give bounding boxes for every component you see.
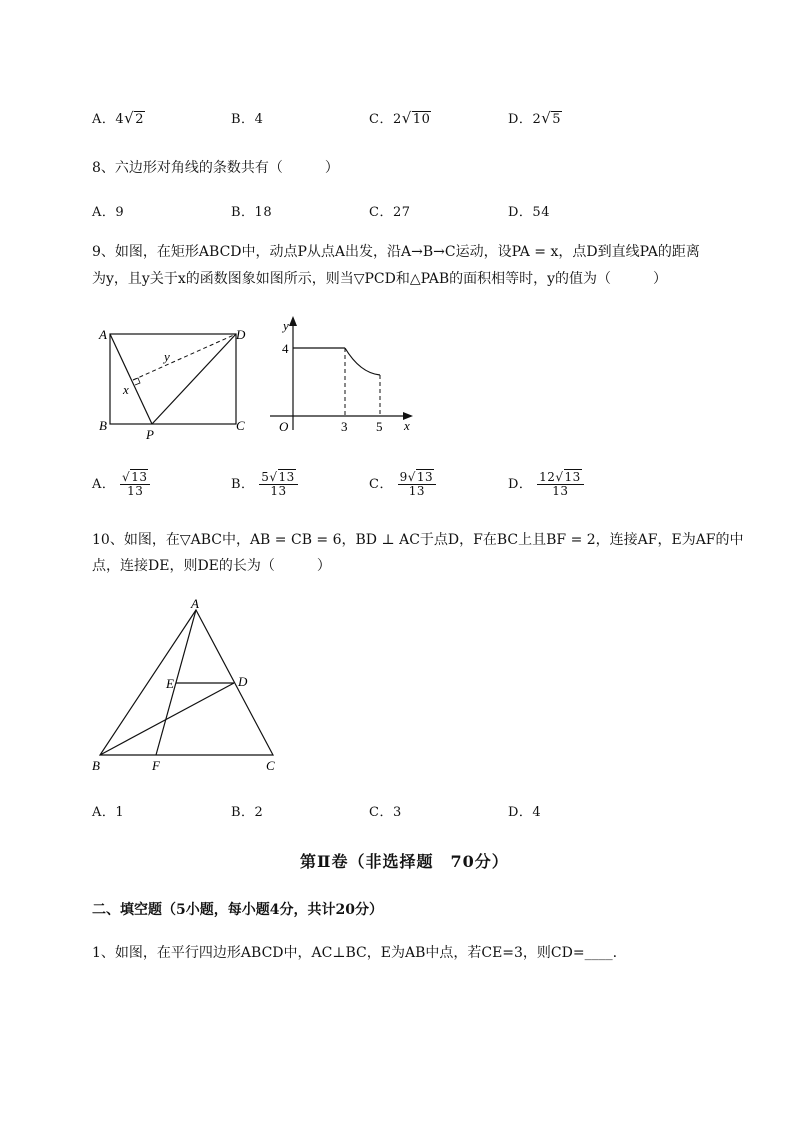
label-x: x [123,382,129,397]
q7-option-c: C．2√10 [369,109,431,127]
label-b: B [99,418,107,433]
section-2-heading: 第Ⅱ卷（非选择题 70分） [300,852,509,871]
y-axis-arrow [289,316,297,326]
q9-option-d: D． $\frac{12√13}{13}$ [508,471,584,498]
graph-tick-5: 5 [376,419,383,434]
q8-option-c: C．27 [369,205,411,220]
q8-option-d: D．54 [508,205,550,220]
graph-label-x: x [404,418,410,433]
tri-label-f: F [152,758,160,773]
tri-label-c: C [266,758,275,773]
segment-ap [110,334,152,424]
q7-option-d: D．2√5 [508,109,562,127]
q9-stem-line1: 9、如图，在矩形ABCD中，动点P从点A出发，沿A→B→C运动，设PA = x，点D到直线PA的距离 [92,244,700,260]
rectangle-abcd [110,334,236,424]
q10-option-c: C．3 [369,805,402,820]
graph-segment-curve [345,348,380,375]
label-d: D [236,327,246,342]
q9-option-b: B． $\frac{5√13}{13}$ [231,471,298,498]
q9-stem-line2: 为y，且y关于x的函数图象如图所示，则当▽PCD和△PAB的面积相等时，y的值为（ ） [92,271,668,287]
tri-label-e: E [166,676,174,691]
label-y: y [164,349,170,364]
graph-label-y: y [283,318,289,333]
q9-rectangle-figure [90,312,260,444]
q9-option-c: C． $\frac{9√13}{13}$ [369,471,436,498]
q8-option-a: A．9 [92,205,125,220]
fill-in-q1: 1、如图，在平行四边形ABCD中，AC⊥BC，E为AB中点，若CE=3，则CD=____. [92,945,618,961]
graph-tick-3: 3 [341,419,348,434]
segment-perpendicular-y [133,334,236,380]
label-c: C [236,418,245,433]
tri-label-a: A [191,596,199,611]
q9-function-graph [265,312,420,444]
q10-option-a: A．1 [92,805,125,820]
label-p: P [146,427,154,442]
label-a: A [99,327,107,342]
graph-label-origin: O [279,419,289,434]
q10-option-b: B．2 [231,805,264,820]
q8-stem: 8、六边形对角线的条数共有（ ） [92,160,339,176]
q9-option-a: A． $\frac{√13}{13}$ [92,471,150,498]
segment-bd [100,683,234,755]
graph-tick-4: 4 [282,341,289,356]
q7-option-b: B．4 [231,112,264,127]
q10-triangle-figure [86,592,286,778]
tri-label-d: D [238,674,248,689]
q10-stem-line1: 10、如图，在▽ABC中，AB = CB = 6，BD ⊥ AC于点D，F在BC上且BF = 2，连接AF，E为AF的中 [92,532,744,548]
tri-label-b: B [92,758,100,773]
fill-in-subheading: 二、填空题（5小题，每小题4分，共计20分） [92,902,383,918]
q10-stem-line2: 点，连接DE，则DE的长为（ ） [92,558,331,574]
q7-option-a: A．4√2 [92,109,145,127]
segment-pd [152,334,236,424]
q10-option-d: D．4 [508,805,542,820]
q8-option-b: B．18 [231,205,273,220]
